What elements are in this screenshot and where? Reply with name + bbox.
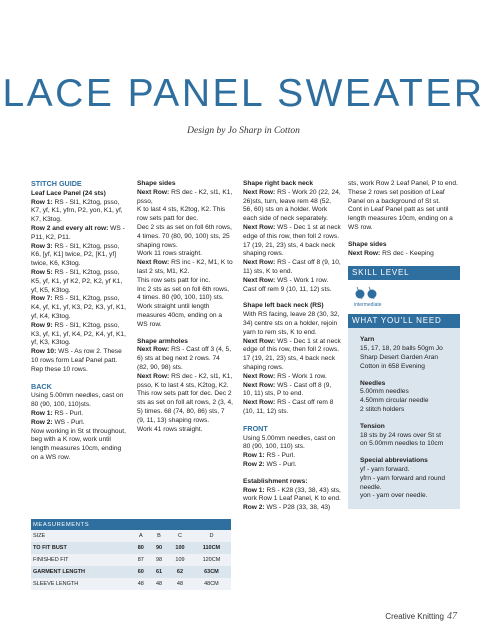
table-row [31, 566, 231, 578]
lace-panel-heading: Leaf Lace Panel (24 sts) [31, 189, 106, 197]
needles-item: 2 stitch holders [360, 405, 405, 413]
back-intro: Using 5.00mm needles, cast on 80 (90, 100, 110)sts. [31, 392, 124, 409]
front-row-2: Row 2: WS - Purl. [243, 460, 297, 468]
materials-panel [348, 328, 460, 509]
yarn-text: 15, 17, 18, 20 balls 50gm Jo Sharp Desert Garden Aran Cotton in 658 Evening [360, 345, 443, 370]
left-neck-heading: Shape left back neck (RS) [243, 302, 324, 310]
lace-row-2: Row 2 and every alt row: WS - P11, K2, P11. [31, 224, 125, 241]
skill-level-label: intermediate [354, 302, 382, 309]
right-neck-text: Cast off rem 9 (10, 11, 12) sts. [243, 285, 332, 293]
abbreviation-item: yfrn - yarn forward and round needle. [360, 474, 446, 491]
establishment-heading: Establishment rows: [243, 477, 308, 485]
left-neck-row: Next Row: WS - Dec 1 st at neck edge of this row, then foll 2 rows. 17 (19, 21, 23) sts, 4 back neck shaping rows. [243, 337, 341, 371]
table-header-row [31, 530, 231, 542]
abbreviation-item: yf - yarn forward. [360, 465, 410, 473]
establishment-row-1: Row 1: RS - K28 (33, 38, 43) sts, work Row 1 Leaf Panel, K to end. [243, 486, 341, 503]
continued-text: Cont in Leaf Panel patt as set until length measures 10cm, ending on a WS row. [348, 206, 453, 231]
designer-credit: Design by Jo Sharp in Cotton [187, 126, 300, 136]
shape-sides-next-row: Next Row: RS dec - K2, sl1, K1, psso, [137, 188, 233, 205]
armholes-text: Work 41 rows straight. [137, 425, 203, 433]
page-number: 47 [447, 611, 457, 622]
table-cell: 98 [150, 554, 168, 566]
column-header: A [132, 530, 150, 542]
shape-sides-text: K to last 4 sts, K2tog, K2. This row sets patt for dec. [137, 206, 226, 223]
table-cell: SLEEVE LENGTH [31, 578, 132, 590]
shape-sides-text: Dec 2 sts as set on foll 6th rows, 4 times. 70 (80, 90, 100) sts, 25 shaping rows. [137, 223, 232, 249]
armholes-heading: Shape armholes [137, 337, 188, 345]
page-footer [385, 611, 457, 622]
front-intro: Using 5.00mm needles, cast on 80 (90, 100, 110) sts. [243, 434, 336, 451]
continued-text: sts, work Row 2 Leaf Panel, P to end. [348, 180, 458, 187]
shape-sides-text: This row sets patt for inc. [137, 276, 211, 284]
yarn-heading: Yarn [360, 336, 375, 344]
column-neck-front [243, 180, 341, 513]
table-cell: TO FIT BUST [31, 542, 132, 554]
lace-row-9: Row 9: RS - Sl1, K2tog, psso, K3, yf, K1, yf, K4, P2, K4, yf, K1, yf, K3, K3tog. [31, 321, 126, 347]
right-neck-row: Next Row: RS - Cast off 8 (9, 10, 11) sts, K to end. [243, 259, 341, 275]
lace-row-3: Row 3: RS - Sl1, K2tog, psso, K6, [yf, K1] twice, P2, [K1, yf] twice, K6, K3tog. [31, 242, 120, 268]
left-neck-text: With RS facing, leave 28 (30, 32, 34) centre sts on a holder, rejoin yarn to rem sts, K to end. [243, 311, 340, 336]
measurements-heading-row [31, 519, 231, 530]
shape-sides-next-row: Next Row: RS dec - Keeping [348, 249, 434, 257]
table-cell: 80 [132, 542, 150, 554]
table-cell: 48CM [192, 578, 231, 590]
shape-sides-inc-row: Next Row: RS inc - K2, M1, K to last 2 sts, M1, K2. [137, 259, 233, 275]
table-cell: 109 [168, 554, 192, 566]
right-neck-row: Next Row: WS - Dec 1 st at neck edge of this row, then foll 2 rows. 17 (19, 21, 23) sts, 4 back neck shaping rows. [243, 223, 341, 258]
table-cell: 120CM [192, 554, 231, 566]
table-cell: 60 [132, 566, 150, 578]
table-cell: 48 [150, 578, 168, 590]
magazine-name: Creative Knitting [385, 612, 444, 621]
armholes-text: This row sets patt for dec. Dec 2 sts as set on foll alt rows, 2 (3, 4, 5) times. 68 (74, 80, 86) sts, 7 (9, 11, 13) shaping rows. [137, 390, 234, 424]
table-cell: 48 [168, 578, 192, 590]
right-neck-row: Next Row: WS - Work 1 row. [243, 276, 329, 284]
skill-level-indicator [354, 286, 460, 308]
armholes-dec-row: Next Row: RS dec - K2, sl1, K1, psso, K to last 4 sts, K2tog, K2. [137, 372, 233, 389]
yarn-balls-icon [354, 286, 384, 300]
table-row [31, 554, 231, 566]
lace-row-1: Row 1: RS - Sl1, K2tog, psso, K7, yf, K1, yfrn, P2, yon, K1, yf, K7, K3tog. [31, 198, 123, 224]
table-row [31, 578, 231, 590]
what-you-need-heading: WHAT YOU'LL NEED [348, 314, 460, 328]
table-cell: 63CM [192, 566, 231, 578]
tension-heading: Tension [360, 422, 385, 430]
back-row-1: Row 1: RS - Purl. [31, 409, 84, 417]
abbreviation-item: yon - yarn over needle. [360, 492, 428, 500]
armholes-next-row: Next Row: RS - Cast off 3 (4, 5, 6) sts at beg next 2 rows. 74 (82, 90, 98) sts. [137, 346, 232, 371]
abbreviations-heading: Special abbreviations [360, 457, 428, 465]
table-row [31, 542, 231, 554]
measurements-heading: MEASUREMENTS [31, 519, 231, 530]
needles-item: 4.50mm circular needle [360, 397, 429, 405]
table-cell: FINISHED FIT [31, 554, 132, 566]
back-text: Now working in St st throughout, beg with a K row, work until length measures 10cm, ending on a WS row. [31, 427, 126, 461]
column-header: SIZE [31, 530, 132, 542]
right-neck-heading: Shape right back neck [243, 180, 313, 187]
table-cell: 110CM [192, 542, 231, 554]
page-title: LACE PANEL SWEATER [2, 72, 485, 115]
back-heading: BACK [31, 381, 52, 391]
continued-text: These 2 rows set position of Leaf Panel on a background of St st. [348, 188, 445, 205]
column-header: C [168, 530, 192, 542]
column-header: B [150, 530, 168, 542]
tension-text: 18 sts by 24 rows over St st on 5.00mm needles to 10cm [360, 431, 444, 448]
lace-row-10: Row 10: WS - As row 2. These 10 rows form Leaf Panel patt. Rep these 10 rows. [31, 348, 122, 373]
front-row-1: Row 1: RS - Purl. [243, 452, 296, 460]
right-neck-row: Next Row: RS - Work 20 (22, 24, 26)sts, turn, leave rem 48 (52, 56, 60) sts on a holder. Work each side of neck separately. [243, 188, 341, 223]
shape-sides-text: Work 11 rows straight. [137, 250, 202, 258]
shape-sides-text: Work straight until length measures 40cm, ending on a WS row. [137, 303, 223, 328]
table-cell: 87 [132, 554, 150, 566]
lace-row-7: Row 7: RS - Sl1, K2tog, psso, K4, yf, K1, yf, K3, P2, K3, yf, K1, yf, K4, K3tog. [31, 295, 126, 320]
stitch-guide-heading: STITCH GUIDE [31, 179, 82, 188]
column-shaping [137, 180, 233, 434]
measurements-table [31, 519, 231, 590]
left-neck-row: Next Row: RS - Work 1 row. [243, 372, 327, 380]
lace-row-5: Row 5: RS - Sl1, K2tog, psso, K5, yf, K1, yf K2, P2, K2, yf K1, yf, K5, K3tog. [31, 268, 123, 294]
shape-sides-heading: Shape sides [137, 180, 176, 187]
table-cell: 62 [168, 566, 192, 578]
shape-sides-heading: Shape sides [348, 240, 387, 248]
skill-level-heading: SKILL LEVEL [348, 266, 460, 280]
table-cell: 90 [150, 542, 168, 554]
column-header: D [192, 530, 231, 542]
table-cell: 61 [150, 566, 168, 578]
needles-item: 5.00mm needles [360, 388, 409, 396]
back-row-2: Row 2: WS - Purl. [31, 418, 85, 426]
left-neck-row: Next Row: WS - Cast off 8 (9, 10, 11) sts, P to end. [243, 381, 332, 398]
table-cell: 100 [168, 542, 192, 554]
column-stitch-guide [31, 180, 127, 463]
table-cell: GARMENT LENGTH [31, 566, 132, 578]
left-neck-row: Next Row: RS - Cast off rem 8 (10, 11, 12) sts. [243, 399, 334, 415]
table-cell: 48 [132, 578, 150, 590]
front-heading: FRONT [243, 423, 268, 433]
needles-heading: Needles [360, 379, 386, 387]
shape-sides-text: Inc 2 sts as set on foll 6th rows, 4 times. 80 (90, 100, 110) sts. [137, 285, 229, 302]
establishment-row-2: Row 2: WS - P28 (33, 38, 43) [243, 504, 331, 512]
column-requirements [348, 180, 460, 509]
